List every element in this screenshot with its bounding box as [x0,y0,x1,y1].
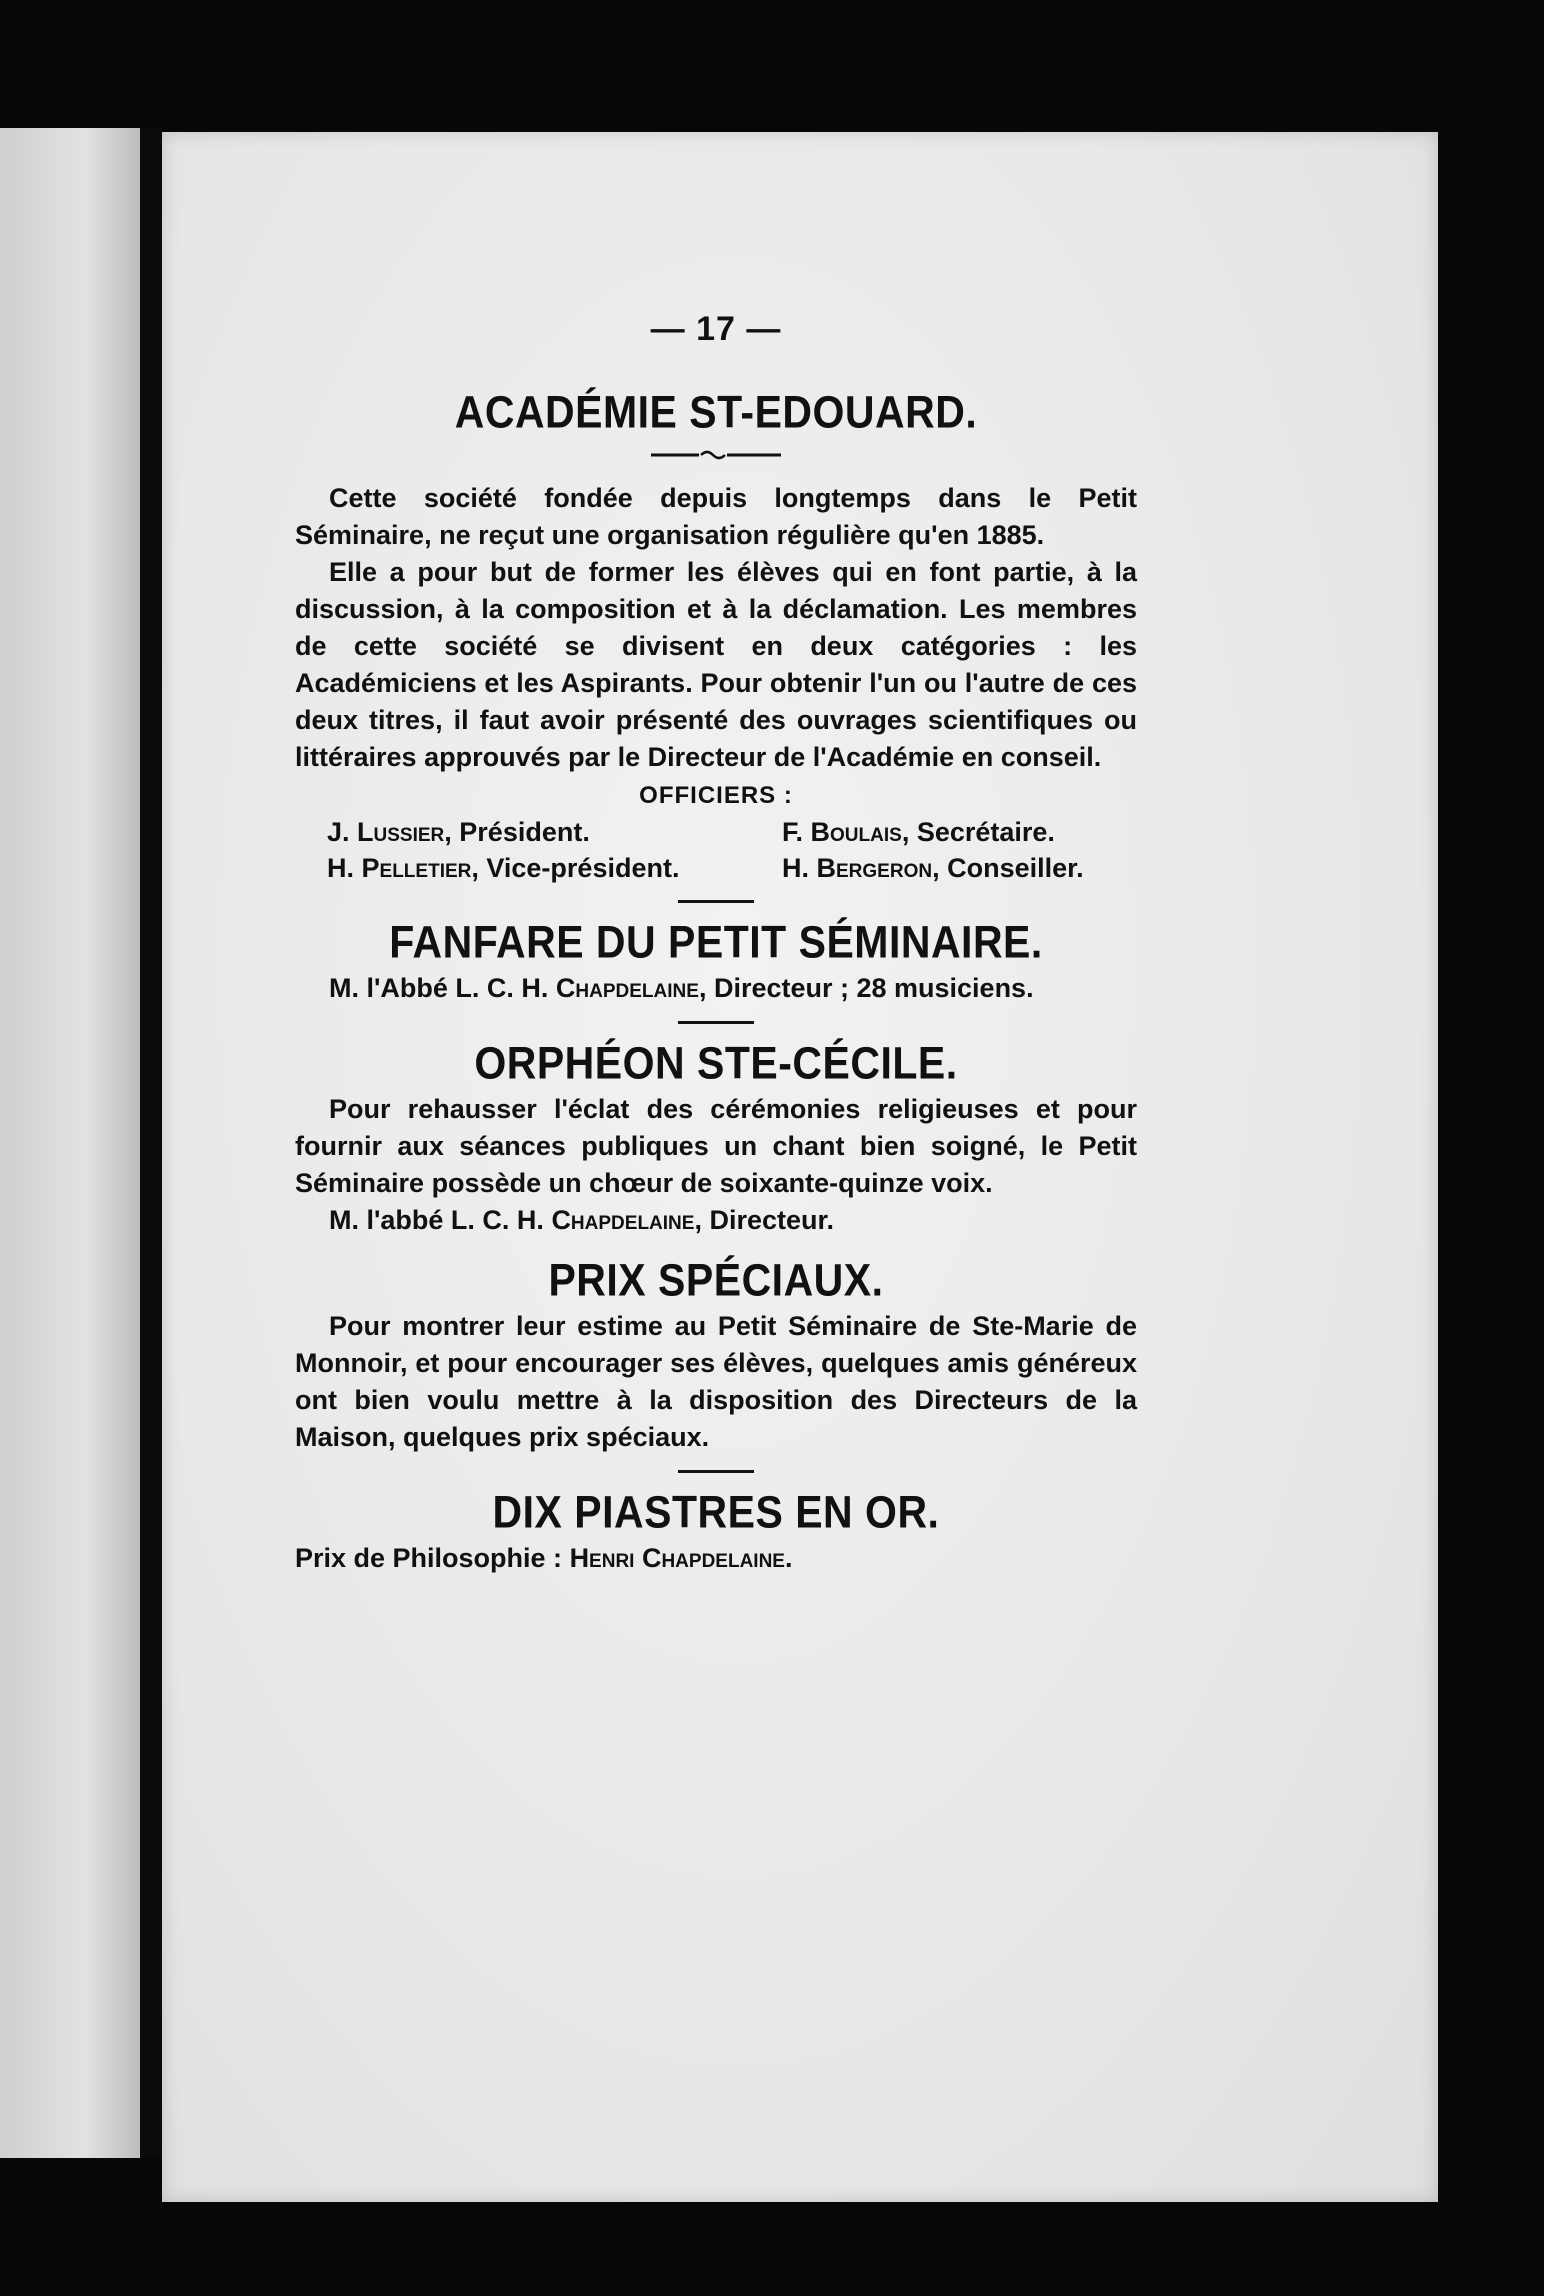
prize-line: Prix de Philosophie : Henri Chapdelaine. [295,1543,793,1573]
book-gutter [140,128,162,2158]
academie-paragraph-2: Elle a pour but de former les élèves qui en font partie, à la discussion, à la composition et à la déclamation. Les membres de cette société se divisent en deux catégories : les Académiciens et les Aspirants. Pour obtenir l'un ou l'autre de ces deux titres, il faut avoir présenté des ouvrages scientifiques ou littéraires approuvés par le Directeur de l'Académie en conseil. [295,557,1137,772]
orpheon-paragraph: Pour rehausser l'éclat des cérémonies religieuses et pour fournir aux séances publiques un chant bien soigné, le Petit Séminaire possède un chœur de soixante-quinze voix. [295,1094,1137,1198]
academie-paragraph-1: Cette société fondée depuis longtemps dans le Petit Séminaire, ne reçut une organisation régulière qu'en 1885. [295,483,1137,550]
officers-heading: OFFICIERS : [639,782,793,809]
section-title-fanfare: FANFARE DU PETIT SÉMINAIRE. [389,916,1043,968]
page-number: — 17 — [650,310,782,348]
section-divider [678,1470,754,1473]
prix-paragraph: Pour montrer leur estime au Petit Séminaire de Ste-Marie de Monnoir, et pour encourager ses élèves, quelques amis généreux ont bien voulu mettre à la disposition des Directeurs de la Maison, quelques prix spéciaux. [295,1311,1137,1452]
section-prix [295,1254,1137,1456]
section-title-orpheon: ORPHÉON STE-CÉCILE. [474,1037,958,1089]
section-orpheon [295,1037,1137,1239]
ornament-divider [651,448,781,462]
section-divider [678,900,754,903]
officers-list [295,814,1137,886]
orpheon-director: M. l'abbé L. C. H. Chapdelaine, Directeur. [329,1205,835,1235]
officer-entry: H. Bergeron, Conseiller. [782,853,1084,883]
fanfare-text: M. l'Abbé L. C. H. Chapdelaine, Directeur ; 28 musiciens. [329,973,1034,1003]
facing-page-edge [0,128,140,2158]
section-divider [678,1021,754,1024]
page-content [295,310,1137,1577]
section-academie [295,386,1137,886]
officer-entry: F. Boulais, Secrétaire. [782,817,1055,847]
officer-entry: J. Lussier, Président. [327,817,590,847]
officer-entry: H. Pelletier, Vice-président. [327,853,680,883]
section-dix-piastres [295,1486,1137,1577]
section-fanfare [295,916,1137,1007]
section-title-prix: PRIX SPÉCIAUX. [548,1254,884,1306]
section-title-academie: ACADÉMIE ST-EDOUARD. [454,386,978,438]
section-title-dix-piastres: DIX PIASTRES EN OR. [492,1486,940,1538]
